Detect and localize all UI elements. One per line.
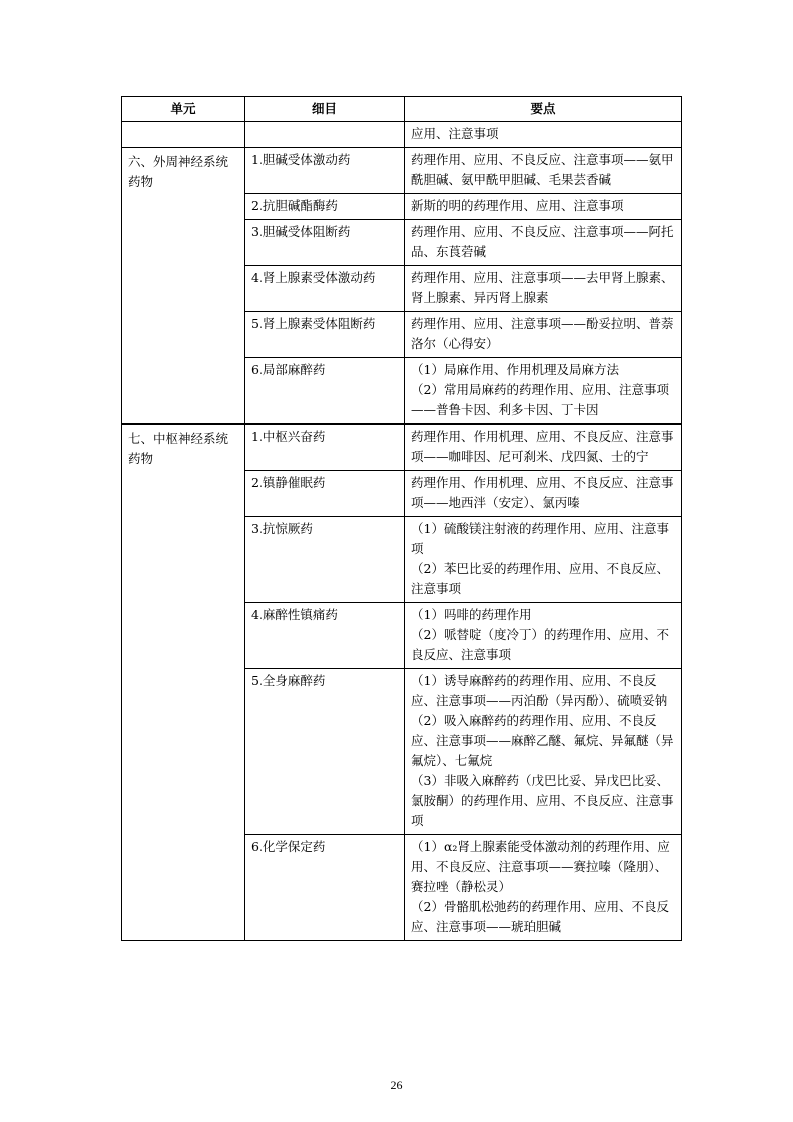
- point-text: （3）非吸入麻醉药（戊巴比妥、异戊巴比妥、氯胺酮）的药理作用、应用、不良反应、注意事项: [411, 773, 674, 828]
- item-name: 4.肾上腺素受体激动药: [245, 266, 405, 312]
- continued-row: [122, 122, 682, 148]
- item-name: 1.胆碱受体激动药: [245, 148, 405, 194]
- syllabus-table: [121, 96, 682, 941]
- empty-cell: [245, 122, 405, 148]
- page-number: 26: [390, 1078, 403, 1092]
- point-text: 药理作用、应用、不良反应、注意事项——阿托品、东莨菪碱: [411, 224, 674, 259]
- item-points: [405, 312, 682, 358]
- item-name: 5.肾上腺素受体阻断药: [245, 312, 405, 358]
- point-text: （1）诱导麻醉药的药理作用、应用、不良反应、注意事项——丙泊酚（异丙酚）、硫喷妥钠: [411, 673, 668, 708]
- point-text: （2）常用局麻药的药理作用、应用、注意事项——普鲁卡因、利多卡因、丁卡因: [411, 382, 669, 417]
- item-points: [405, 424, 682, 471]
- item-name: 2.镇静催眠药: [245, 471, 405, 517]
- table-header-row: [122, 97, 682, 122]
- item-points: [405, 835, 682, 941]
- item-points: [405, 669, 682, 835]
- point-text: 药理作用、应用、不良反应、注意事项——氨甲酰胆碱、氨甲酰甲胆碱、毛果芸香碱: [411, 152, 674, 187]
- item-points: [405, 471, 682, 517]
- unit-title: 七、中枢神经系统药物: [122, 424, 245, 941]
- item-name: 5.全身麻醉药: [245, 669, 405, 835]
- point-text: （1）局麻作用、作用机理及局麻方法: [411, 362, 619, 377]
- item-points: [405, 603, 682, 669]
- unit-title: 六、外周神经系统药物: [122, 148, 245, 425]
- item-name: 3.胆碱受体阻断药: [245, 220, 405, 266]
- table-row: [122, 148, 682, 194]
- point-text: （1）α₂肾上腺素能受体激动剂的药理作用、应用、不良反应、注意事项——赛拉嗪（隆朋）、赛拉唑（静松灵）: [411, 839, 670, 894]
- point-text: 药理作用、作用机理、应用、不良反应、注意事项——咖啡因、尼可刹米、戊四氮、士的宁: [411, 429, 674, 464]
- header-unit: 单元: [122, 97, 245, 122]
- item-name: 2.抗胆碱酯酶药: [245, 194, 405, 220]
- point-text: （2）苯巴比妥的药理作用、应用、不良反应、注意事项: [411, 561, 669, 596]
- item-points: [405, 517, 682, 603]
- point-text: 应用、注意事项: [405, 122, 682, 148]
- item-name: 6.化学保定药: [245, 835, 405, 941]
- point-text: 药理作用、应用、注意事项——去甲肾上腺素、肾上腺素、异丙肾上腺素: [411, 270, 674, 305]
- point-text: （1）吗啡的药理作用: [411, 607, 532, 622]
- point-text: （1）硫酸镁注射液的药理作用、应用、注意事项: [411, 521, 669, 556]
- point-text: 药理作用、作用机理、应用、不良反应、注意事项——地西泮（安定）、氯丙嗪: [411, 475, 674, 510]
- item-points: [405, 194, 682, 220]
- item-name: 6.局部麻醉药: [245, 358, 405, 425]
- item-points: [405, 148, 682, 194]
- table-row: [122, 424, 682, 471]
- point-text: （2）吸入麻醉药的药理作用、应用、不良反应、注意事项——麻醉乙醚、氟烷、异氟醚（异氟烷）、七氟烷: [411, 713, 674, 768]
- item-points: [405, 358, 682, 425]
- point-text: 药理作用、应用、注意事项——酚妥拉明、普萘洛尔（心得安）: [411, 316, 674, 351]
- item-points: [405, 266, 682, 312]
- point-text: （2）骨骼肌松弛药的药理作用、应用、不良反应、注意事项——琥珀胆碱: [411, 899, 669, 934]
- item-points: [405, 220, 682, 266]
- item-name: 3.抗惊厥药: [245, 517, 405, 603]
- item-name: 4.麻醉性镇痛药: [245, 603, 405, 669]
- header-item: 细目: [245, 97, 405, 122]
- empty-cell: [122, 122, 245, 148]
- point-text: （2）哌替啶（度冷丁）的药理作用、应用、不良反应、注意事项: [411, 627, 669, 662]
- header-points: 要点: [405, 97, 682, 122]
- item-name: 1.中枢兴奋药: [245, 424, 405, 471]
- point-text: 新斯的明的药理作用、应用、注意事项: [411, 198, 624, 213]
